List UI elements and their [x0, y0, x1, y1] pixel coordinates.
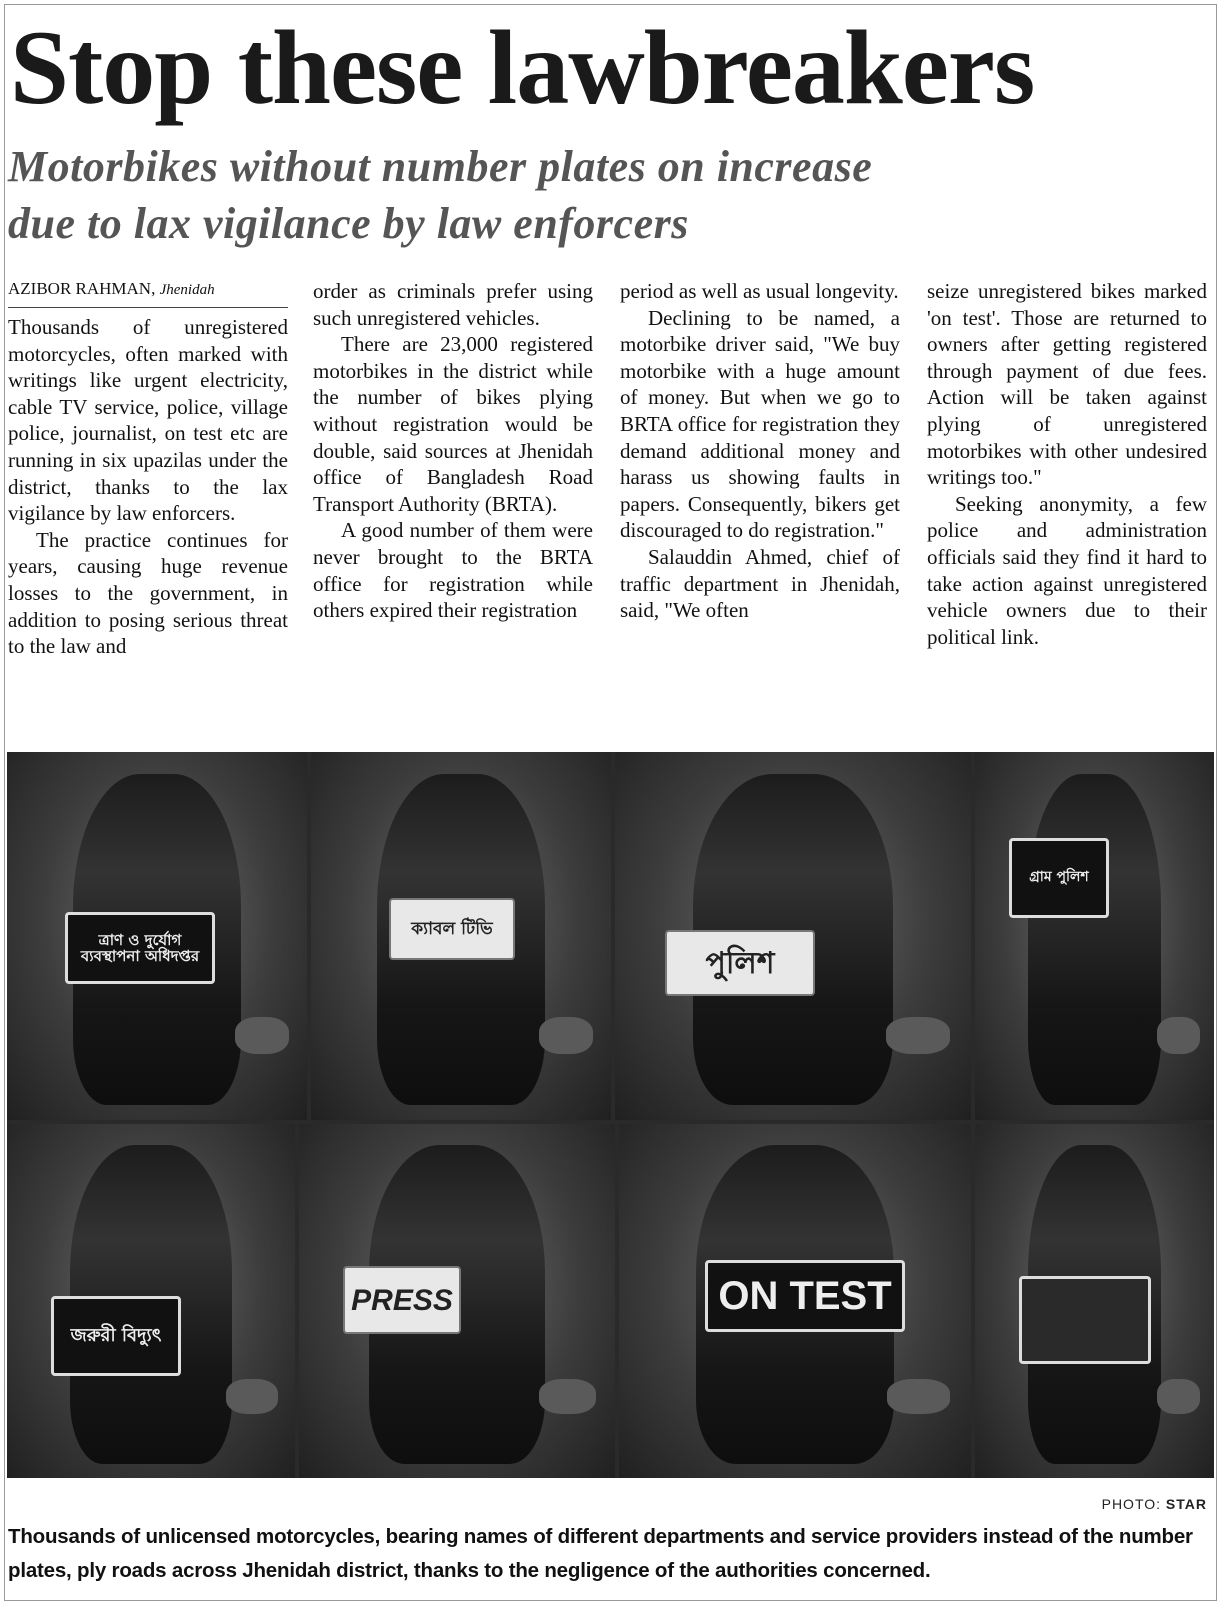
photo-bike-3 — [615, 752, 971, 1120]
exhaust-shape — [235, 1017, 289, 1054]
exhaust-shape — [539, 1017, 593, 1054]
photo-bike-2 — [311, 752, 611, 1120]
number-plate: গ্রাম পুলিশ — [1009, 838, 1109, 918]
number-plate: ত্রাণ ও দুর্যোগ ব্যবস্থাপনা অধিদপ্তর — [65, 912, 215, 984]
byline — [8, 278, 288, 308]
article-column-2 — [313, 278, 593, 624]
subheadline — [8, 138, 1208, 252]
article-paragraph: seize unregistered bikes marked 'on test'. Those are returned to owners after getting registered through payment of due fees. Action will be taken against plying of unregistered motorbikes with other undesired writings too." — [927, 279, 1207, 490]
number-plate: ON TEST — [705, 1260, 905, 1332]
article-paragraph: A good number of them were never brought to the BRTA office for registration while others expired their registration — [313, 518, 593, 623]
subheadline-line-1: Motorbikes without number plates on increase — [8, 142, 873, 191]
photo-bike-4 — [975, 752, 1214, 1120]
article-paragraph: Thousands of unregistered motorcycles, often marked with writings like urgent electricity, cable TV service, police, village police, journalist, on test etc are running in six upazilas under the district, thanks to the lax vigilance by law enforcers. — [8, 315, 288, 526]
article-paragraph: The practice continues for years, causing huge revenue losses to the government, in addition to posing serious threat to the law and — [8, 527, 288, 659]
photo-credit-label: PHOTO: — [1101, 1496, 1162, 1512]
article-paragraph: order as criminals prefer using such unregistered vehicles. — [313, 279, 593, 330]
motorbike-shape — [1028, 774, 1162, 1105]
article-paragraph: Salauddin Ahmed, chief of traffic department in Jhenidah, said, "We often — [620, 544, 900, 623]
article-column-3 — [620, 278, 900, 624]
photo-credit-source: STAR — [1165, 1496, 1207, 1512]
headline: Stop these lawbreakers — [10, 9, 1035, 126]
article-column-1 — [8, 278, 288, 660]
article-paragraph: period as well as usual longevity. — [620, 279, 899, 303]
exhaust-shape — [887, 1379, 950, 1414]
photo-bike-8 — [975, 1124, 1214, 1478]
photo-caption: Thousands of unlicensed motorcycles, bearing names of different departments and service providers instead of the number plates, ply roads across Jhenidah district, thanks to the negligence of the authorities concerned. — [8, 1525, 1193, 1582]
number-plate: জরুরী বিদ্যুৎ — [51, 1296, 181, 1376]
exhaust-shape — [1157, 1379, 1200, 1414]
exhaust-shape — [886, 1017, 950, 1054]
exhaust-shape — [1157, 1017, 1200, 1054]
article-column-4 — [927, 278, 1207, 650]
exhaust-shape — [539, 1379, 596, 1414]
subheadline-line-2: due to lax vigilance by law enforcers — [8, 199, 689, 248]
article-paragraph: Seeking anonymity, a few police and administration officials said they find it hard to take action against unregistered vehicle owners due to their political link. — [927, 491, 1207, 649]
photo-credit — [1102, 1496, 1207, 1512]
article-paragraph: There are 23,000 registered motorbikes in the district while the number of bikes plying without registration would be double, said sources at Jhenidah office of Bangladesh Road Transport Authority (BRTA). — [313, 332, 593, 516]
byline-place: Jhenidah — [159, 282, 215, 298]
number-plate: পুলিশ — [665, 930, 815, 996]
byline-author: AZIBOR RAHMAN, — [8, 279, 156, 298]
number-plate: PRESS — [343, 1266, 461, 1334]
photo-bike-1 — [7, 752, 307, 1120]
photo-collage — [7, 752, 1214, 1478]
article-paragraph: Declining to be named, a motorbike driver said, "We buy motorbike with a huge amount of money. But when we go to BRTA office for registration they demand additional money and harass us showing faults in papers. Consequently, bikers get discouraged to do registration." — [620, 305, 900, 543]
number-plate — [1019, 1276, 1151, 1364]
photo-bike-6 — [299, 1124, 615, 1478]
number-plate: ক্যাবল টিভি — [389, 898, 515, 960]
photo-bike-7 — [619, 1124, 971, 1478]
exhaust-shape — [226, 1379, 278, 1414]
photo-bike-5 — [7, 1124, 295, 1478]
